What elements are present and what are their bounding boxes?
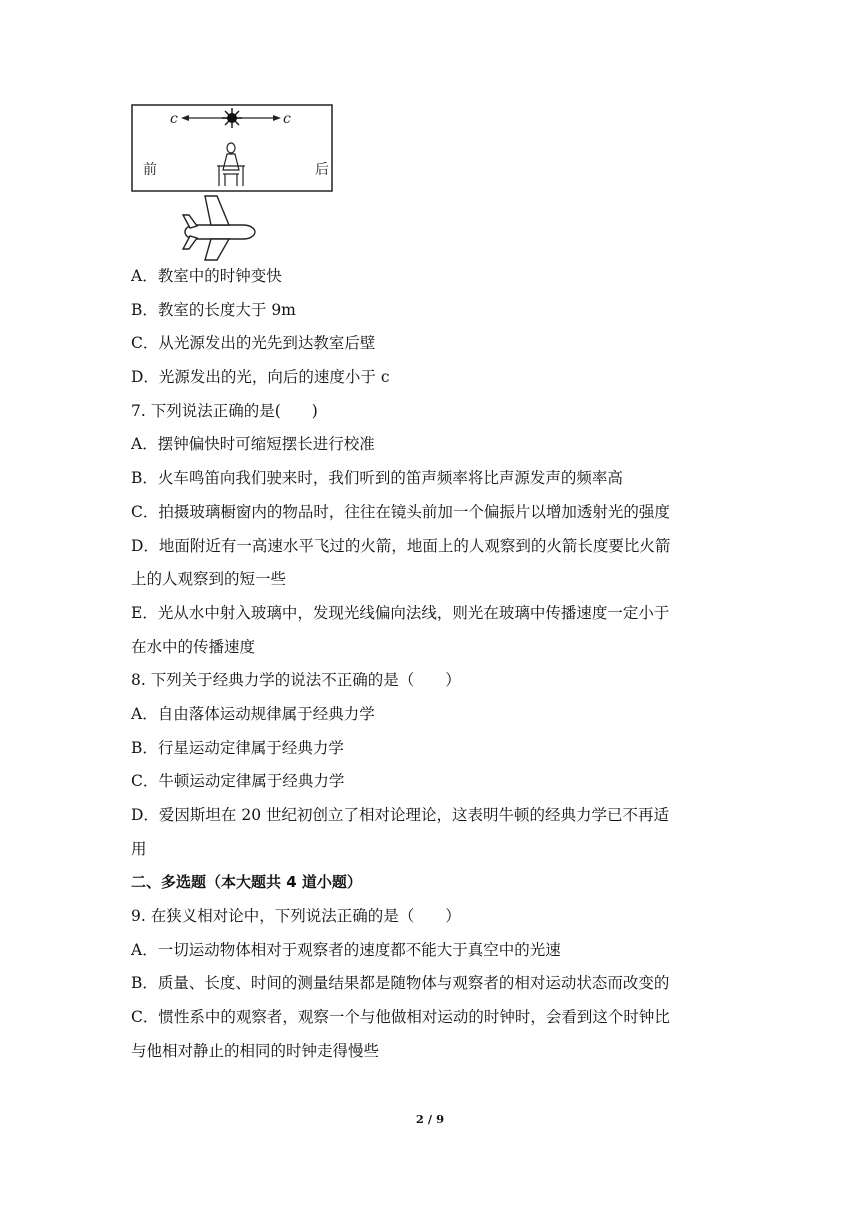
light-source-icon (222, 108, 242, 128)
q7-option-c: C．拍摄玻璃橱窗内的物品时，往往在镜头前加一个偏振片以增加透射光的强度 (131, 502, 670, 521)
arrow-right-label: c (283, 111, 291, 127)
section-heading: 二、多选题（本大题共 4 道小题） (131, 873, 362, 892)
q8-option-b: B．行星运动定律属于经典力学 (131, 738, 344, 757)
q9-option-c-cont: 与他相对静止的相同的时钟走得慢些 (131, 1041, 380, 1060)
q7-option-b: B．火车鸣笛向我们驶来时，我们听到的笛声频率将比声源发声的频率高 (131, 469, 623, 488)
q7-option-a: A．摆钟偏快时可缩短摆长进行校准 (131, 435, 375, 454)
question-8: 8. 下列关于经典力学的说法不正确的是（ ） (131, 671, 461, 690)
q7-option-e-cont: 在水中的传播速度 (131, 637, 256, 656)
q8-option-d-cont: 用 (131, 839, 147, 858)
question-9: 9. 在狭义相对论中，下列说法正确的是（ ） (131, 907, 461, 926)
back-label: 后 (315, 162, 329, 178)
q7-option-d-cont: 上的人观察到的短一些 (131, 570, 287, 589)
q7-option-e: E．光从水中射入玻璃中，发现光线偏向法线，则光在玻璃中传播速度一定小于 (131, 603, 670, 622)
question-7: 7. 下列说法正确的是( ) (131, 401, 318, 420)
page-number: 2 / 9 (415, 1112, 445, 1126)
q9-option-c: C．惯性系中的观察者，观察一个与他做相对运动的时钟时，会看到这个时钟比 (131, 1008, 670, 1027)
q8-option-c: C．牛顿运动定律属于经典力学 (131, 772, 345, 791)
option-d-speed: D．光源发出的光，向后的速度小于 c (131, 368, 390, 387)
front-label: 前 (143, 162, 157, 178)
q7-option-d: D．地面附近有一高速水平飞过的火箭，地面上的人观察到的火箭长度要比火箭 (131, 536, 671, 555)
option-c-light: C．从光源发出的光先到达教室后壁 (131, 334, 376, 353)
classroom-figure (131, 104, 333, 262)
q9-option-b: B．质量、长度、时间的测量结果都是随物体与观察者的相对运动状态而改变的 (131, 974, 670, 993)
question-text (131, 260, 751, 1069)
q9-option-a: A．一切运动物体相对于观察者的速度都不能大于真空中的光速 (131, 940, 561, 959)
arrow-left-label: c (170, 111, 178, 127)
q8-option-a: A．自由落体运动规律属于经典力学 (131, 704, 375, 723)
option-a-clock: A．教室中的时钟变快 (131, 267, 282, 285)
q8-option-d: D．爱因斯坦在 20 世纪初创立了相对论理论，这表明牛顿的经典力学已不再适 (131, 806, 670, 824)
option-b-length: B．教室的长度大于 9m (131, 300, 296, 319)
person-icon (217, 143, 245, 186)
airplane-icon (183, 196, 255, 260)
